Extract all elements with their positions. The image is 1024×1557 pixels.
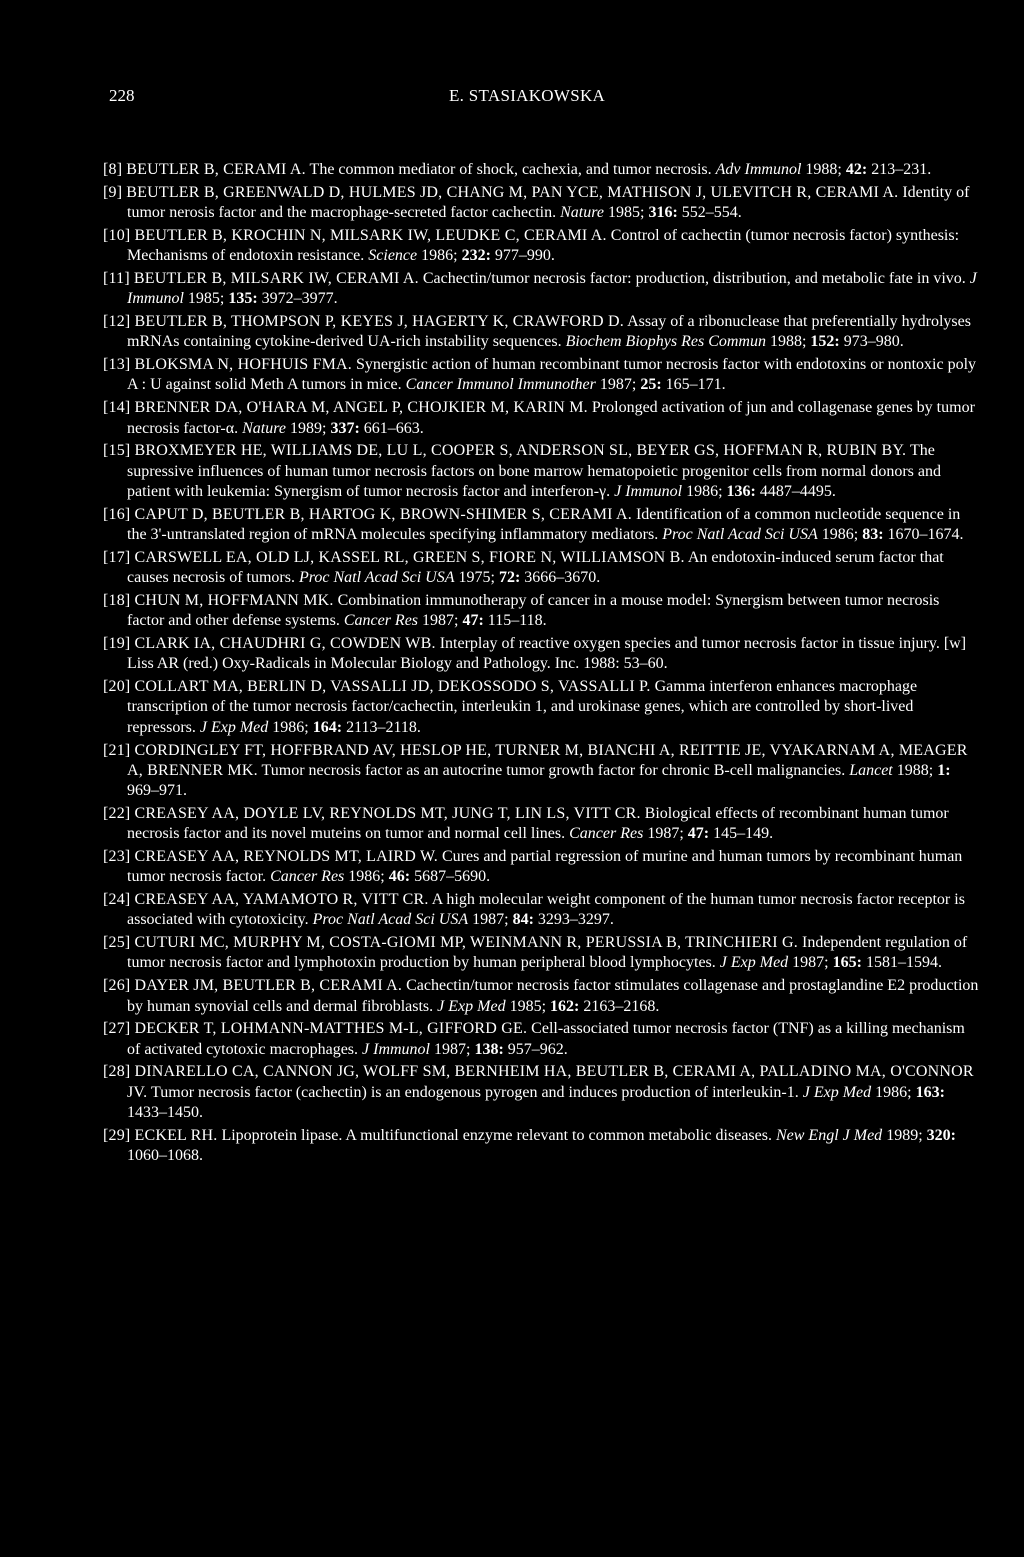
running-head: E. STASIAKOWSKA (449, 86, 606, 105)
reference-pages: 661–663. (363, 419, 424, 437)
reference-pages: 973–980. (843, 333, 904, 351)
reference-pages: 1581–1594. (865, 954, 942, 972)
reference-volume: 136: (726, 482, 756, 500)
reference-authors: CARSWELL EA, OLD LJ, KASSEL RL, GREEN S, FIORE N, WILLIAMSON B. (134, 548, 685, 566)
reference-number: [26] (103, 977, 131, 995)
reference-authors: BEUTLER B, CERAMI A. (126, 161, 306, 178)
reference-authors: BROXMEYER HE, WILLIAMS DE, LU L, COOPER S, ANDERSON SL, BEYER GS, HOFFMAN R, RUBIN BY. (134, 442, 907, 460)
reference-journal: Proc Natl Acad Sci USA (298, 569, 455, 587)
reference-authors: CUTURI MC, MURPHY M, COSTA-GIOMI MP, WEINMANN R, PERUSSIA B, TRINCHIERI G. (134, 934, 798, 952)
reference-volume: 165: (832, 954, 862, 972)
reference-title: Biological effects of recombinant human tumor necrosis factor and its novel muteins on tumor and normal cell lines. (127, 804, 949, 843)
reference-title: Prolonged activation of jun and collagenase genes by tumor necrosis factor-α. (127, 399, 975, 437)
reference-volume: 47: (462, 612, 484, 630)
reference-number: [22] (103, 804, 131, 822)
reference-item (103, 1126, 979, 1167)
reference-authors: DINARELLO CA, CANNON JG, WOLFF SM, BERNHEIM HA, BEUTLER B, CERAMI A, PALLADINO MA, O'CONNOR JV. (127, 1063, 974, 1101)
reference-authors: CAPUT D, BEUTLER B, HARTOG K, BROWN-SHIMER S, CERAMI A. (134, 505, 632, 523)
reference-year: 1987; (599, 376, 637, 394)
reference-volume: 25: (640, 376, 662, 394)
reference-number: [23] (103, 848, 131, 865)
reference-volume: 46: (388, 868, 411, 886)
reference-title: Lipoprotein lipase. A multifunctional enzyme relevant to common metabolic diseases. (221, 1126, 772, 1144)
reference-number: [14] (103, 399, 131, 417)
reference-volume: 320: (926, 1126, 956, 1144)
reference-journal: Nature (560, 204, 604, 222)
reference-authors: CLARK IA, CHAUDHRI G, COWDEN WB. (134, 635, 436, 653)
reference-number: [9] (103, 183, 123, 201)
reference-title: Gamma interferon enhances macrophage transcription of the tumor necrosis factor/cachectin, interleukin 1, and urokinase genes, which are controlled by short-lived repressors. (127, 678, 918, 736)
reference-journal: Cancer Res (270, 868, 345, 886)
reference-year: 1975; (458, 569, 495, 587)
reference-number: [17] (103, 548, 131, 566)
reference-journal: Nature (242, 419, 286, 437)
reference-volume: 72: (498, 569, 521, 587)
reference-pages: 165–171. (665, 376, 726, 394)
reference-journal: Cancer Res (343, 612, 419, 630)
reference-title: Synergistic action of human recombinant tumor necrosis factor with endotoxins or nontoxic poly A : U against solid Meth A tumors in mice. (127, 356, 977, 394)
reference-volume: 138: (474, 1040, 504, 1058)
reference-item (103, 160, 979, 180)
reference-authors: BLOKSMA N, HOFHUIS FMA. (134, 356, 352, 374)
reference-pages: 2163–2168. (583, 997, 660, 1015)
reference-year: 1985; (607, 204, 645, 222)
reference-pages: 2113–2118. (346, 718, 421, 736)
reference-pages: 3293–3297. (537, 911, 614, 929)
reference-number: [11] (103, 269, 130, 287)
reference-number: [18] (103, 591, 131, 609)
reference-number: [20] (103, 678, 131, 696)
reference-title: Tumor necrosis factor (cachectin) is an endogenous pyrogen and induces production of interleukin-1. (151, 1083, 799, 1101)
reference-number: [12] (103, 313, 131, 331)
reference-journal: Science (368, 247, 418, 265)
reference-item (103, 226, 979, 267)
reference-pages: 115–118. (487, 612, 547, 630)
reference-item (103, 847, 979, 888)
reference-journal: J Immunol (362, 1040, 430, 1058)
reference-item (103, 548, 979, 589)
reference-pages: 969–971. (127, 782, 187, 800)
reference-number: [25] (103, 934, 131, 952)
reference-journal: J Immunol (614, 482, 683, 500)
reference-authors: CORDINGLEY FT, HOFFBRAND AV, HESLOP HE, TURNER M, BIANCHI A, REITTIE JE, VYAKARNAM A, MEAGER A, BRENNER MK. (127, 741, 968, 779)
reference-authors: ECKEL RH. (134, 1126, 218, 1144)
reference-item (103, 741, 979, 802)
reference-title: Interplay of reactive oxygen species and tumor necrosis factor in tissue injury. [w] Liss AR (red.) Oxy-Radicals in Molecular Biology and Pathology. Inc. 1988: (127, 635, 967, 673)
reference-authors: CREASEY AA, YAMAMOTO R, VITT CR. (134, 891, 429, 909)
reference-pages: 1670–1674. (887, 526, 964, 544)
reference-title: Cures and partial regression of murine and human tumors by recombinant human tumor necrosis factor. (127, 848, 963, 886)
reference-title: The supressive influences of human tumor necrosis factors on bone marrow hematopoietic progenitor cells from normal donors and patient with leukemia: Synergism of tumor necrosis factor and interferon-γ. (127, 442, 941, 500)
reference-volume: 152: (810, 333, 840, 351)
reference-item (103, 312, 979, 353)
reference-pages: 213–231. (871, 161, 932, 178)
reference-authors: BEUTLER B, MILSARK IW, CERAMI A. (133, 269, 419, 287)
reference-year: 1986; (686, 482, 723, 500)
reference-authors: CREASEY AA, REYNOLDS MT, LAIRD W. (134, 848, 438, 865)
reference-journal: Lancet (849, 761, 893, 779)
reference-pages: 5687–5690. (414, 868, 491, 886)
reference-list (103, 160, 979, 1169)
reference-title: Combination immunotherapy of cancer in a mouse model: Synergism between tumor necrosis factor and other defense systems. (127, 591, 940, 630)
reference-year: 1989; (289, 419, 327, 437)
reference-year: 1986; (821, 526, 859, 544)
reference-authors: CHUN M, HOFFMANN MK. (134, 591, 334, 609)
reference-number: [27] (103, 1020, 131, 1038)
reference-title: Independent regulation of tumor necrosis factor and lymphotoxin production by human peripheral blood lymphocytes. (127, 934, 968, 972)
reference-item (103, 890, 979, 931)
reference-number: [8] (103, 161, 123, 178)
reference-number: [15] (103, 442, 131, 460)
reference-title: Control of cachectin (tumor necrosis factor) synthesis: Mechanisms of endotoxin resistance. (127, 226, 960, 265)
reference-journal: J Exp Med (199, 718, 269, 736)
reference-year: 1989; (886, 1126, 923, 1144)
reference-title: Cachectin/tumor necrosis factor: production, distribution, and metabolic fate in vivo. (422, 269, 966, 287)
reference-item (103, 1062, 979, 1123)
reference-pages: 552–554. (681, 204, 742, 222)
reference-journal: Cancer Immunol Immunother (405, 376, 596, 394)
reference-item (103, 976, 979, 1017)
reference-item (103, 1019, 979, 1060)
reference-year: 1985; (509, 997, 547, 1015)
reference-item (103, 804, 979, 845)
reference-item (103, 398, 979, 439)
reference-title: Assay of a ribonuclease that preferentially hydrolyses mRNAs containing cytokine-derived UA-rich instability sequences. (127, 313, 971, 351)
reference-pages: 3666–3670. (524, 569, 601, 587)
reference-item (103, 677, 979, 738)
reference-journal: J Exp Med (802, 1083, 872, 1101)
reference-item (103, 355, 979, 396)
reference-year: 1987; (647, 825, 684, 843)
reference-item (103, 634, 979, 675)
reference-title: Tumor necrosis factor as an autocrine tumor growth factor for chronic B-cell malignancies. (261, 761, 846, 779)
reference-title: Identification of a common nucleotide sequence in the 3'-untranslated region of mRNA molecules specifying inflammatory mediators. (127, 505, 961, 544)
reference-title: Identity of tumor nerosis factor and the macrophage-secreted factor cachectin. (127, 183, 970, 222)
reference-authors: COLLART MA, BERLIN D, VASSALLI JD, DEKOSSODO S, VASSALLI P. (134, 678, 651, 696)
reference-item (103, 269, 979, 310)
reference-title: The common mediator of shock, cachexia, and tumor necrosis. (309, 161, 712, 178)
reference-journal: J Exp Med (437, 997, 506, 1015)
reference-year: 1987; (472, 911, 509, 929)
reference-volume: 162: (550, 997, 580, 1015)
reference-year: 1988; (769, 333, 807, 351)
reference-pages: 4487–4495. (759, 482, 836, 500)
reference-year: 1986; (875, 1083, 912, 1101)
reference-journal: Biochem Biophys Res Commun (565, 333, 766, 351)
reference-item (103, 505, 979, 546)
reference-authors: BEUTLER B, KROCHIN N, MILSARK IW, LEUDKE C, CERAMI A. (134, 226, 607, 244)
reference-journal: J Exp Med (719, 954, 789, 972)
reference-number: [16] (103, 505, 131, 523)
reference-authors: CREASEY AA, DOYLE LV, REYNOLDS MT, JUNG T, LIN LS, VITT CR. (134, 804, 641, 822)
reference-volume: 164: (312, 718, 343, 736)
reference-volume: 316: (648, 204, 678, 222)
reference-authors: BEUTLER B, GREENWALD D, HULMES JD, CHANG M, PAN YCE, MATHISON J, ULEVITCH R, CERAMI A. (126, 183, 899, 201)
reference-item (103, 441, 979, 502)
reference-title: Cell-associated tumor necrosis factor (TNF) as a killing mechanism of activated cytotoxic macrophages. (127, 1020, 965, 1058)
reference-volume: 42: (845, 161, 868, 178)
reference-number: [29] (103, 1126, 131, 1144)
reference-volume: 163: (915, 1083, 945, 1101)
reference-volume: 83: (862, 526, 884, 544)
reference-number: [13] (103, 356, 131, 374)
reference-authors: BEUTLER B, THOMPSON P, KEYES J, HAGERTY K, CRAWFORD D. (134, 313, 624, 331)
reference-year: 1987; (434, 1040, 471, 1058)
reference-journal: New Engl J Med (775, 1126, 883, 1144)
reference-authors: BRENNER DA, O'HARA M, ANGEL P, CHOJKIER M, KARIN M. (134, 399, 588, 417)
reference-number: [19] (103, 635, 131, 653)
reference-journal: Proc Natl Acad Sci USA (312, 911, 469, 929)
reference-item (103, 933, 979, 974)
reference-year: 1985; (187, 290, 225, 308)
reference-year: 1986; (272, 718, 309, 736)
reference-pages: 145–149. (713, 825, 774, 843)
reference-journal: Cancer Res (569, 825, 644, 843)
reference-year: 1987; (422, 612, 459, 630)
reference-pages: 3972–3977. (261, 290, 338, 308)
reference-item (103, 183, 979, 224)
page-number: 228 (109, 86, 135, 105)
reference-year: 1988; (805, 161, 842, 178)
reference-volume: 135: (228, 290, 258, 308)
reference-year: 1987; (792, 954, 829, 972)
reference-pages: 977–990. (494, 247, 555, 265)
reference-authors: DAYER JM, BEUTLER B, CERAMI A. (134, 977, 403, 995)
reference-pages: 1060–1068. (127, 1147, 203, 1165)
reference-item (103, 591, 979, 632)
reference-pages: 957–962. (507, 1040, 568, 1058)
reference-pages: 1433–1450. (127, 1104, 203, 1122)
reference-journal: J Immunol (127, 269, 977, 308)
reference-year: 1988; (896, 761, 934, 779)
reference-number: [10] (103, 226, 131, 244)
reference-volume: 84: (512, 911, 534, 929)
reference-number: [21] (103, 741, 131, 759)
reference-volume: 232: (461, 247, 491, 265)
reference-volume: 47: (687, 825, 710, 843)
reference-volume: 337: (330, 419, 360, 437)
reference-title: A high molecular weight component of the human tumor necrosis factor receptor is associated with cytotoxicity. (127, 891, 965, 929)
reference-pages: 53–60. (623, 655, 668, 673)
reference-volume: 1: (937, 761, 951, 779)
reference-number: [28] (103, 1063, 131, 1081)
reference-journal: Adv Immunol (715, 161, 802, 178)
reference-title: An endotoxin-induced serum factor that causes necrosis of tumors. (127, 548, 944, 587)
reference-year: 1986; (421, 247, 458, 265)
reference-year: 1986; (348, 868, 385, 886)
page-header (100, 86, 924, 112)
reference-authors: DECKER T, LOHMANN-MATTHES M-L, GIFFORD GE. (134, 1020, 528, 1038)
reference-journal: Proc Natl Acad Sci USA (662, 526, 818, 544)
reference-title: Cachectin/tumor necrosis factor stimulates collagenase and prostaglandine E2 production by human synovial cells and dermal fibroblasts. (127, 977, 979, 1015)
reference-number: [24] (103, 891, 131, 909)
